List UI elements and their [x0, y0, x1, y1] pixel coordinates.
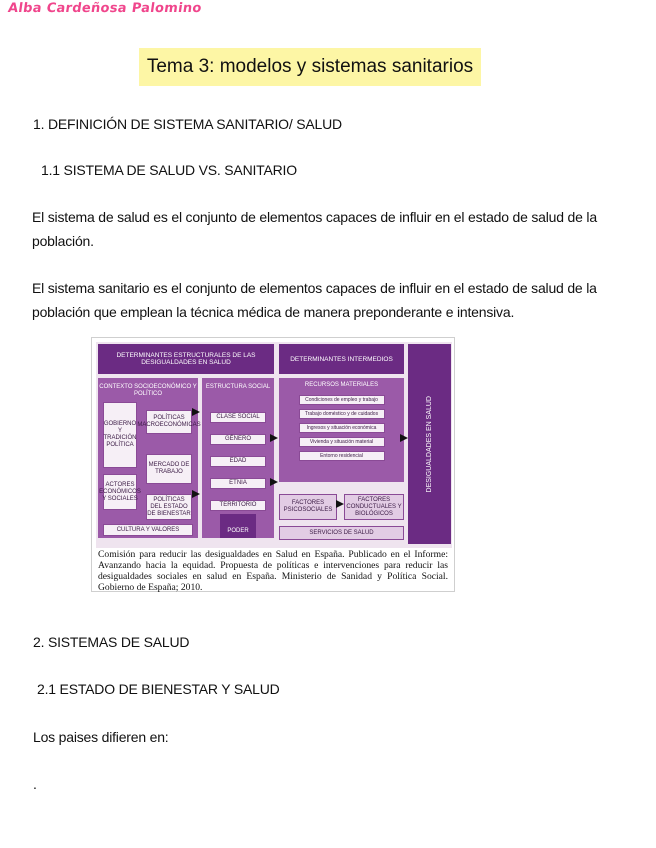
title-highlight	[139, 48, 481, 86]
arrow-icon	[192, 490, 200, 498]
health-inequalities-label: DESIGUALDADES EN SALUD	[426, 395, 433, 493]
social-structure-label: ESTRUCTURA SOCIAL	[205, 384, 271, 390]
gender-box: GÉNERO	[210, 434, 266, 445]
determinants-diagram	[91, 337, 455, 592]
arrow-icon	[270, 434, 278, 442]
resource-item: Vivienda y situación material	[299, 437, 385, 447]
territory-box: TERRITORIO	[210, 500, 266, 511]
age-box: EDAD	[210, 456, 266, 467]
header-intermediate: DETERMINANTES INTERMEDIOS	[279, 344, 404, 374]
welfare-policies-box: POLÍTICAS DEL ESTADO DE BIENESTAR	[146, 494, 192, 520]
author-name: Alba Cardeñosa Palomino	[6, 1, 203, 16]
diagram-canvas	[96, 342, 452, 548]
resource-item: Ingresos y situación económica	[299, 423, 385, 433]
section-heading-2: 2. SISTEMAS DE SALUD	[33, 634, 190, 650]
bullet-point: .	[33, 776, 37, 792]
arrow-icon	[270, 478, 278, 486]
power-box: PODER	[220, 514, 256, 538]
arrow-icon	[336, 500, 344, 508]
context-label: CONTEXTO SOCIOECONÓMICO Y POLÍTICO	[99, 384, 197, 397]
material-resources-box	[279, 378, 404, 482]
paragraph-sistema-sanitario: El sistema sanitario es el conjunto de elementos capaces de influir en el estado de salud de la población que emplean la técnica médica de manera preponderante e intensiva.	[32, 280, 597, 320]
paragraph-paises: Los paises difieren en:	[33, 729, 169, 745]
paragraph-sistema-salud: El sistema de salud es el conjunto de elementos capaces de influir en el estado de salud de la población.	[32, 209, 597, 249]
figure-caption: Comisión para reducir las desigualdades en Salud en España. Publicado en el Informe: Avanzando hacia la equidad. Propuesta de políticas e intervenciones para reducir las desigualdades sociales en salud en España. Ministerio de Sanidad y Política Social. Gobierno de España; 2010.	[98, 549, 448, 593]
header-structural: DETERMINANTES ESTRUCTURALES DE LAS DESIGUALDADES EN SALUD	[98, 344, 274, 374]
subsection-heading-2-1: 2.1 ESTADO DE BIENESTAR Y SALUD	[37, 681, 280, 697]
arrow-icon	[400, 434, 408, 442]
arrow-icon	[192, 408, 200, 416]
subsection-heading-1-1: 1.1 SISTEMA DE SALUD VS. SANITARIO	[41, 162, 297, 178]
social-class-box: CLASE SOCIAL	[210, 412, 266, 423]
labour-market-box: MERCADO DE TRABAJO	[146, 454, 192, 484]
actors-box: ACTORES ECONÓMICOS Y SOCIALES	[103, 474, 137, 510]
govt-box: GOBIERNO Y TRADICIÓN POLÍTICA	[103, 402, 137, 468]
macro-policies-box: POLÍTICAS MACROECONÓMICAS	[146, 410, 192, 434]
section-heading-1: 1. DEFINICIÓN DE SISTEMA SANITARIO/ SALUD	[33, 116, 342, 132]
behavioural-factors-box: FACTORES CONDUCTUALES Y BIOLÓGICOS	[344, 494, 404, 520]
material-resources-label: RECURSOS MATERIALES	[304, 382, 379, 388]
resource-item: Entorno residencial	[299, 451, 385, 461]
culture-box: CULTURA Y VALORES	[103, 524, 193, 536]
ethnicity-box: ETNIA	[210, 478, 266, 489]
resource-item: Trabajo doméstico y de cuidados	[299, 409, 385, 419]
page-title: Tema 3: modelos y sistemas sanitarios	[146, 56, 474, 77]
health-services-box: SERVICIOS DE SALUD	[279, 526, 404, 540]
health-inequalities-box	[408, 344, 451, 544]
resource-item: Condiciones de empleo y trabajo	[299, 395, 385, 405]
psychosocial-factors-box: FACTORES PSICOSOCIALES	[279, 494, 337, 520]
